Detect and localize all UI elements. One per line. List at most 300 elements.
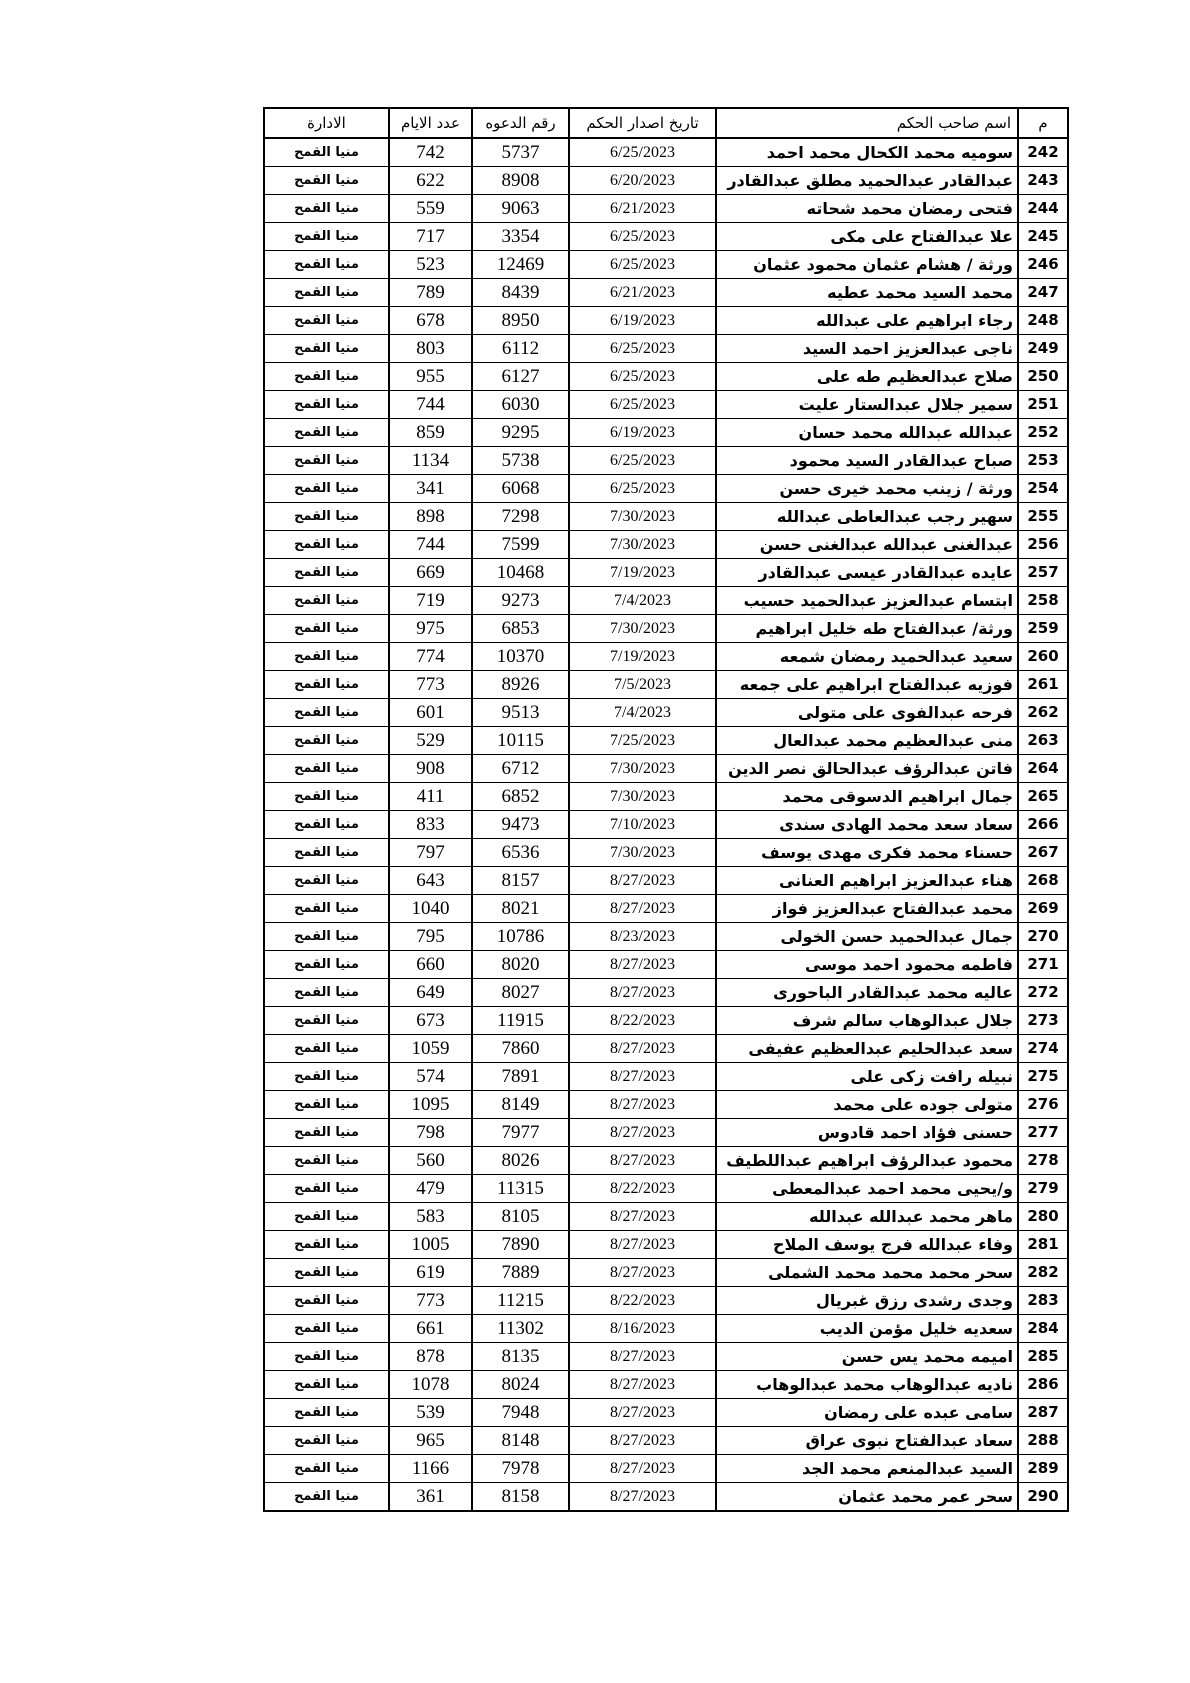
table-row: [264, 1399, 1068, 1427]
administration: منيا القمح: [264, 1259, 389, 1287]
days-count: 965: [389, 1427, 472, 1455]
case-number: 9063: [472, 195, 569, 223]
days-count: 859: [389, 419, 472, 447]
person-name: سوميه محمد الكحال محمد احمد: [716, 138, 1018, 167]
row-number: 288: [1018, 1427, 1068, 1455]
judgment-date: 8/23/2023: [569, 923, 716, 951]
person-name: ماهر محمد عبدالله عبدالله: [716, 1203, 1018, 1231]
case-number: 8158: [472, 1483, 569, 1512]
row-number: 290: [1018, 1483, 1068, 1512]
administration: منيا القمح: [264, 1007, 389, 1035]
person-name: متولى جوده على محمد: [716, 1091, 1018, 1119]
table-row: [264, 1371, 1068, 1399]
row-number: 279: [1018, 1175, 1068, 1203]
case-number: 12469: [472, 251, 569, 279]
row-number: 244: [1018, 195, 1068, 223]
administration: منيا القمح: [264, 1175, 389, 1203]
administration: منيا القمح: [264, 475, 389, 503]
table-row: [264, 1483, 1068, 1512]
row-number: 266: [1018, 811, 1068, 839]
header-case: رقم الدعوه: [472, 108, 569, 138]
row-number: 265: [1018, 783, 1068, 811]
table-row: [264, 1091, 1068, 1119]
judgment-date: 8/27/2023: [569, 1371, 716, 1399]
judgment-date: 7/30/2023: [569, 839, 716, 867]
person-name: صلاح عبدالعظيم طه على: [716, 363, 1018, 391]
judgment-date: 7/30/2023: [569, 503, 716, 531]
table-row: [264, 783, 1068, 811]
person-name: فاتن عبدالرؤف عبدالحالق نصر الدين: [716, 755, 1018, 783]
judgment-date: 8/27/2023: [569, 1119, 716, 1147]
row-number: 251: [1018, 391, 1068, 419]
administration: منيا القمح: [264, 1399, 389, 1427]
row-number: 268: [1018, 867, 1068, 895]
judgment-date: 8/27/2023: [569, 951, 716, 979]
case-number: 8020: [472, 951, 569, 979]
administration: منيا القمح: [264, 1063, 389, 1091]
case-number: 7978: [472, 1455, 569, 1483]
judgment-date: 7/30/2023: [569, 783, 716, 811]
person-name: سهير رجب عبدالعاطى عبدالله: [716, 503, 1018, 531]
table-row: [264, 1175, 1068, 1203]
table-row: [264, 223, 1068, 251]
case-number: 6852: [472, 783, 569, 811]
row-number: 283: [1018, 1287, 1068, 1315]
judgment-date: 8/27/2023: [569, 895, 716, 923]
table-header: [264, 108, 1068, 138]
judgment-date: 8/27/2023: [569, 1427, 716, 1455]
administration: منيا القمح: [264, 727, 389, 755]
table-row: [264, 755, 1068, 783]
judgment-date: 8/27/2023: [569, 867, 716, 895]
row-number: 256: [1018, 531, 1068, 559]
case-number: 9273: [472, 587, 569, 615]
judgment-date: 7/4/2023: [569, 587, 716, 615]
judgment-date: 8/27/2023: [569, 1091, 716, 1119]
table-row: [264, 643, 1068, 671]
table-row: [264, 1343, 1068, 1371]
days-count: 789: [389, 279, 472, 307]
case-number: 7948: [472, 1399, 569, 1427]
table-row: [264, 1427, 1068, 1455]
table-row: [264, 671, 1068, 699]
row-number: 282: [1018, 1259, 1068, 1287]
judgment-date: 7/10/2023: [569, 811, 716, 839]
judgment-date: 6/25/2023: [569, 335, 716, 363]
person-name: سعد عبدالحليم عبدالعظيم عفيفى: [716, 1035, 1018, 1063]
judgment-date: 7/5/2023: [569, 671, 716, 699]
days-count: 411: [389, 783, 472, 811]
table-row: [264, 867, 1068, 895]
administration: منيا القمح: [264, 895, 389, 923]
row-number: 264: [1018, 755, 1068, 783]
row-number: 263: [1018, 727, 1068, 755]
judgment-date: 8/27/2023: [569, 1483, 716, 1512]
row-number: 272: [1018, 979, 1068, 1007]
row-number: 267: [1018, 839, 1068, 867]
days-count: 649: [389, 979, 472, 1007]
table-row: [264, 1259, 1068, 1287]
person-name: وجدى رشدى رزق غبريال: [716, 1287, 1018, 1315]
person-name: صباح عبدالقادر السيد محمود: [716, 447, 1018, 475]
case-number: 7889: [472, 1259, 569, 1287]
table-row: [264, 195, 1068, 223]
person-name: سامى عبده على رمضان: [716, 1399, 1018, 1427]
administration: منيا القمح: [264, 1035, 389, 1063]
row-number: 281: [1018, 1231, 1068, 1259]
person-name: سعاد سعد محمد الهادى سندى: [716, 811, 1018, 839]
row-number: 275: [1018, 1063, 1068, 1091]
case-number: 8908: [472, 167, 569, 195]
row-number: 246: [1018, 251, 1068, 279]
judgment-date: 6/25/2023: [569, 475, 716, 503]
person-name: اميمه محمد يس حسن: [716, 1343, 1018, 1371]
case-number: 3354: [472, 223, 569, 251]
table-row: [264, 1007, 1068, 1035]
person-name: هناء عبدالعزيز ابراهيم العنانى: [716, 867, 1018, 895]
administration: منيا القمح: [264, 279, 389, 307]
person-name: سعيد عبدالحميد رمضان شمعه: [716, 643, 1018, 671]
header-num: م: [1018, 108, 1068, 138]
case-number: 11915: [472, 1007, 569, 1035]
administration: منيا القمح: [264, 643, 389, 671]
row-number: 255: [1018, 503, 1068, 531]
person-name: نبيله رافت زكى على: [716, 1063, 1018, 1091]
person-name: فرحه عبدالفوى على متولى: [716, 699, 1018, 727]
table-row: [264, 1119, 1068, 1147]
case-number: 8027: [472, 979, 569, 1007]
days-count: 673: [389, 1007, 472, 1035]
table-row: [264, 531, 1068, 559]
person-name: سمير جلال عبدالستار عليت: [716, 391, 1018, 419]
row-number: 243: [1018, 167, 1068, 195]
judgment-date: 6/19/2023: [569, 307, 716, 335]
administration: منيا القمح: [264, 1119, 389, 1147]
days-count: 975: [389, 615, 472, 643]
table-row: [264, 699, 1068, 727]
person-name: محمود عبدالرؤف ابراهيم عبداللطيف: [716, 1147, 1018, 1175]
case-number: 8148: [472, 1427, 569, 1455]
days-count: 803: [389, 335, 472, 363]
judgment-date: 6/25/2023: [569, 447, 716, 475]
case-number: 11215: [472, 1287, 569, 1315]
table-row: [264, 979, 1068, 1007]
case-number: 9295: [472, 419, 569, 447]
row-number: 274: [1018, 1035, 1068, 1063]
row-number: 271: [1018, 951, 1068, 979]
row-number: 278: [1018, 1147, 1068, 1175]
person-name: و/يحيى محمد احمد عبدالمعطى: [716, 1175, 1018, 1203]
row-number: 284: [1018, 1315, 1068, 1343]
days-count: 1134: [389, 447, 472, 475]
days-count: 719: [389, 587, 472, 615]
administration: منيا القمح: [264, 335, 389, 363]
days-count: 643: [389, 867, 472, 895]
row-number: 254: [1018, 475, 1068, 503]
days-count: 479: [389, 1175, 472, 1203]
row-number: 242: [1018, 138, 1068, 167]
row-number: 247: [1018, 279, 1068, 307]
header-admin: الادارة: [264, 108, 389, 138]
table-row: [264, 615, 1068, 643]
days-count: 833: [389, 811, 472, 839]
judgment-date: 6/21/2023: [569, 279, 716, 307]
days-count: 361: [389, 1483, 472, 1512]
administration: منيا القمح: [264, 251, 389, 279]
header-name: اسم صاحب الحكم: [716, 108, 1018, 138]
person-name: جمال عبدالحميد حسن الخولى: [716, 923, 1018, 951]
administration: منيا القمح: [264, 811, 389, 839]
administration: منيا القمح: [264, 138, 389, 167]
days-count: 583: [389, 1203, 472, 1231]
days-count: 661: [389, 1315, 472, 1343]
case-number: 6030: [472, 391, 569, 419]
case-number: 7298: [472, 503, 569, 531]
row-number: 286: [1018, 1371, 1068, 1399]
table-row: [264, 1203, 1068, 1231]
judgment-date: 6/25/2023: [569, 138, 716, 167]
person-name: ناجى عبدالعزيز احمد السيد: [716, 335, 1018, 363]
administration: منيا القمح: [264, 419, 389, 447]
days-count: 1078: [389, 1371, 472, 1399]
administration: منيا القمح: [264, 391, 389, 419]
table-row: [264, 1035, 1068, 1063]
case-number: 8024: [472, 1371, 569, 1399]
person-name: حسنى فؤاد احمد قادوس: [716, 1119, 1018, 1147]
judgment-date: 8/27/2023: [569, 1399, 716, 1427]
person-name: سعديه خليل مؤمن الديب: [716, 1315, 1018, 1343]
judgment-date: 6/25/2023: [569, 251, 716, 279]
person-name: حسناء محمد فكرى مهدى يوسف: [716, 839, 1018, 867]
administration: منيا القمح: [264, 699, 389, 727]
days-count: 955: [389, 363, 472, 391]
judgment-date: 7/30/2023: [569, 531, 716, 559]
administration: منيا القمح: [264, 1427, 389, 1455]
person-name: محمد السيد محمد عطيه: [716, 279, 1018, 307]
judgment-date: 8/27/2023: [569, 979, 716, 1007]
days-count: 878: [389, 1343, 472, 1371]
judgment-date: 8/22/2023: [569, 1007, 716, 1035]
administration: منيا القمح: [264, 1343, 389, 1371]
days-count: 795: [389, 923, 472, 951]
case-number: 10115: [472, 727, 569, 755]
table-row: [264, 811, 1068, 839]
person-name: جلال عبدالوهاب سالم شرف: [716, 1007, 1018, 1035]
administration: منيا القمح: [264, 615, 389, 643]
row-number: 276: [1018, 1091, 1068, 1119]
table-row: [264, 1063, 1068, 1091]
administration: منيا القمح: [264, 979, 389, 1007]
judgment-date: 8/16/2023: [569, 1315, 716, 1343]
person-name: ناديه عبدالوهاب محمد عبدالوهاب: [716, 1371, 1018, 1399]
judgment-date: 8/27/2023: [569, 1343, 716, 1371]
days-count: 798: [389, 1119, 472, 1147]
case-number: 7890: [472, 1231, 569, 1259]
judgment-date: 8/22/2023: [569, 1175, 716, 1203]
administration: منيا القمح: [264, 951, 389, 979]
administration: منيا القمح: [264, 363, 389, 391]
judgment-date: 7/19/2023: [569, 559, 716, 587]
days-count: 622: [389, 167, 472, 195]
days-count: 341: [389, 475, 472, 503]
person-name: عبدالقادر عبدالحميد مطلق عبدالقادر: [716, 167, 1018, 195]
person-name: السيد عبدالمنعم محمد الجد: [716, 1455, 1018, 1483]
header-row: [264, 108, 1068, 138]
judgment-date: 7/25/2023: [569, 727, 716, 755]
judgment-date: 8/27/2023: [569, 1203, 716, 1231]
row-number: 252: [1018, 419, 1068, 447]
table-row: [264, 475, 1068, 503]
judgment-date: 8/22/2023: [569, 1287, 716, 1315]
administration: منيا القمح: [264, 587, 389, 615]
case-number: 5737: [472, 138, 569, 167]
administration: منيا القمح: [264, 223, 389, 251]
person-name: سحر محمد محمد محمد الشملى: [716, 1259, 1018, 1287]
table-row: [264, 1455, 1068, 1483]
table-row: [264, 447, 1068, 475]
table-row: [264, 279, 1068, 307]
judgment-date: 8/27/2023: [569, 1147, 716, 1175]
case-number: 6068: [472, 475, 569, 503]
table-body: [264, 138, 1068, 1511]
table-row: [264, 1287, 1068, 1315]
person-name: عاليه محمد عبدالقادر الباحورى: [716, 979, 1018, 1007]
person-name: ورثة / زينب محمد خيرى حسن: [716, 475, 1018, 503]
days-count: 744: [389, 391, 472, 419]
person-name: فوزيه عبدالفتاح ابراهيم على جمعه: [716, 671, 1018, 699]
header-days: عدد الايام: [389, 108, 472, 138]
table-row: [264, 951, 1068, 979]
header-date: تاريخ اصدار الحكم: [569, 108, 716, 138]
table-row: [264, 1231, 1068, 1259]
row-number: 289: [1018, 1455, 1068, 1483]
row-number: 277: [1018, 1119, 1068, 1147]
row-number: 260: [1018, 643, 1068, 671]
row-number: 248: [1018, 307, 1068, 335]
days-count: 619: [389, 1259, 472, 1287]
administration: منيا القمح: [264, 195, 389, 223]
table-row: [264, 1147, 1068, 1175]
table-row: [264, 559, 1068, 587]
days-count: 601: [389, 699, 472, 727]
table-row: [264, 138, 1068, 167]
administration: منيا القمح: [264, 1371, 389, 1399]
case-number: 10468: [472, 559, 569, 587]
judgment-date: 7/19/2023: [569, 643, 716, 671]
judgment-date: 8/27/2023: [569, 1259, 716, 1287]
table-row: [264, 363, 1068, 391]
person-name: ورثة/ عبدالفتاح طه خليل ابراهيم: [716, 615, 1018, 643]
administration: منيا القمح: [264, 559, 389, 587]
case-number: 5738: [472, 447, 569, 475]
days-count: 560: [389, 1147, 472, 1175]
row-number: 253: [1018, 447, 1068, 475]
person-name: عايده عبدالقادر عيسى عبدالقادر: [716, 559, 1018, 587]
row-number: 287: [1018, 1399, 1068, 1427]
case-number: 8105: [472, 1203, 569, 1231]
case-number: 9473: [472, 811, 569, 839]
case-number: 6127: [472, 363, 569, 391]
case-number: 8439: [472, 279, 569, 307]
administration: منيا القمح: [264, 1147, 389, 1175]
case-number: 6112: [472, 335, 569, 363]
judgment-date: 7/4/2023: [569, 699, 716, 727]
case-number: 7891: [472, 1063, 569, 1091]
case-number: 6853: [472, 615, 569, 643]
table-row: [264, 727, 1068, 755]
table-row: [264, 419, 1068, 447]
judgments-table: [263, 107, 1069, 1512]
table-row: [264, 923, 1068, 951]
judgment-date: 6/21/2023: [569, 195, 716, 223]
row-number: 245: [1018, 223, 1068, 251]
person-name: سعاد عبدالفتاح نبوى عراق: [716, 1427, 1018, 1455]
case-number: 11302: [472, 1315, 569, 1343]
person-name: جمال ابراهيم الدسوقى محمد: [716, 783, 1018, 811]
table-row: [264, 307, 1068, 335]
table-row: [264, 1315, 1068, 1343]
case-number: 8157: [472, 867, 569, 895]
judgment-date: 6/25/2023: [569, 223, 716, 251]
judgment-date: 7/30/2023: [569, 755, 716, 783]
judgment-date: 8/27/2023: [569, 1035, 716, 1063]
days-count: 1095: [389, 1091, 472, 1119]
administration: منيا القمح: [264, 307, 389, 335]
administration: منيا القمح: [264, 167, 389, 195]
days-count: 1059: [389, 1035, 472, 1063]
person-name: ورثة / هشام عثمان محمود عثمان: [716, 251, 1018, 279]
case-number: 8926: [472, 671, 569, 699]
row-number: 250: [1018, 363, 1068, 391]
days-count: 744: [389, 531, 472, 559]
table-row: [264, 391, 1068, 419]
case-number: 7977: [472, 1119, 569, 1147]
row-number: 269: [1018, 895, 1068, 923]
person-name: ابتسام عبدالعزيز عبدالحميد حسيب: [716, 587, 1018, 615]
row-number: 258: [1018, 587, 1068, 615]
administration: منيا القمح: [264, 867, 389, 895]
administration: منيا القمح: [264, 1203, 389, 1231]
person-name: عبدالغنى عبدالله عبدالغنى حسن: [716, 531, 1018, 559]
row-number: 273: [1018, 1007, 1068, 1035]
row-number: 259: [1018, 615, 1068, 643]
days-count: 523: [389, 251, 472, 279]
days-count: 908: [389, 755, 472, 783]
days-count: 660: [389, 951, 472, 979]
judgment-date: 8/27/2023: [569, 1063, 716, 1091]
person-name: وفاء عبدالله فرج يوسف الملاح: [716, 1231, 1018, 1259]
judgment-date: 8/27/2023: [569, 1231, 716, 1259]
case-number: 7599: [472, 531, 569, 559]
administration: منيا القمح: [264, 1231, 389, 1259]
case-number: 11315: [472, 1175, 569, 1203]
judgment-date: 6/25/2023: [569, 391, 716, 419]
person-name: منى عبدالعظيم محمد عبدالعال: [716, 727, 1018, 755]
row-number: 261: [1018, 671, 1068, 699]
days-count: 559: [389, 195, 472, 223]
judgment-date: 6/20/2023: [569, 167, 716, 195]
administration: منيا القمح: [264, 1091, 389, 1119]
days-count: 773: [389, 671, 472, 699]
days-count: 669: [389, 559, 472, 587]
days-count: 1040: [389, 895, 472, 923]
days-count: 1005: [389, 1231, 472, 1259]
row-number: 249: [1018, 335, 1068, 363]
case-number: 10370: [472, 643, 569, 671]
case-number: 8026: [472, 1147, 569, 1175]
table-row: [264, 895, 1068, 923]
table-row: [264, 167, 1068, 195]
